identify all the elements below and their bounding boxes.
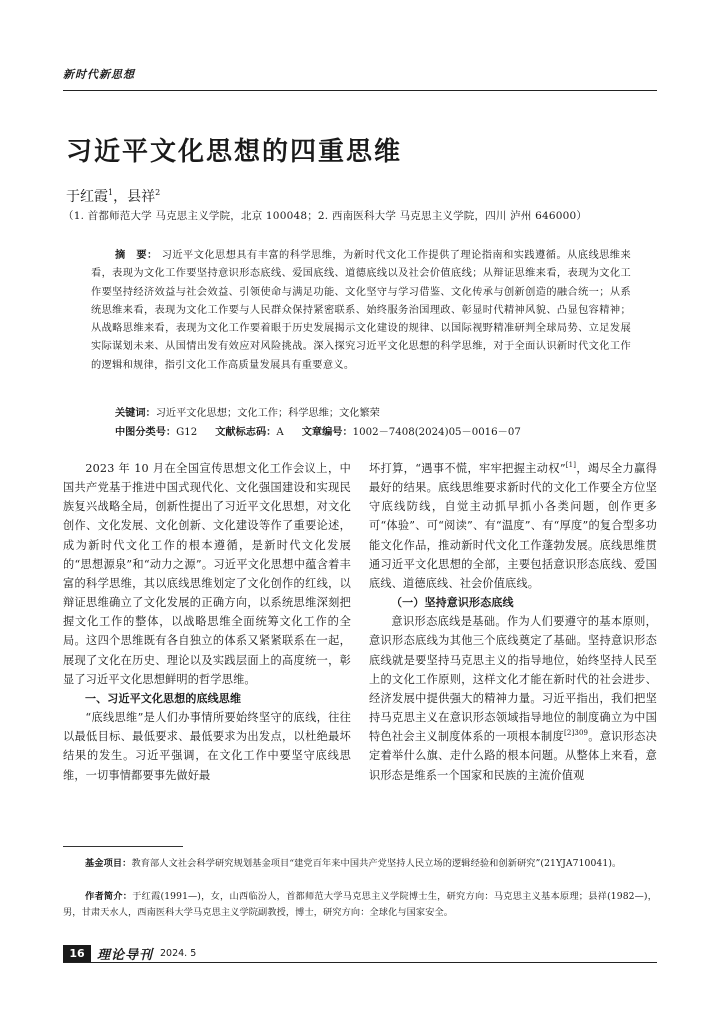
funding-text: 教育部人文社会科学研究规划基金项目“建党百年来中国共产党坚持人民立场的逻辑经验和创新研究”(21YJA710041)。 bbox=[131, 858, 622, 869]
citation-mark: [1] bbox=[565, 461, 577, 469]
article-number-value: 1002－7408(2024)05－0016－07 bbox=[352, 427, 521, 438]
page-number: 16 bbox=[63, 945, 91, 962]
footnote-rule bbox=[63, 846, 183, 847]
paragraph-text: ，竭尽全力赢得最好的结果。底线思维要求新时代的文化工作要全方位坚守底线防线，自觉主动抓早抓小各类问题，创作更多可“体验”、可“阅读”、有“温度”、有“厚度”的复合型多功能文化作品，推动新时代文化工作蓬勃发展。底线思维贯通习近平文化思想的全部，主要包括意识形态底线、爱国底线、道德底线、社会价值底线。 bbox=[369, 462, 657, 590]
clc-label: 中图分类号： bbox=[115, 427, 177, 438]
article-number-label: 文章编号： bbox=[301, 427, 353, 438]
journal-name: 理论导刊 bbox=[97, 948, 154, 963]
clc-value: G12 bbox=[176, 427, 198, 438]
funding-note bbox=[63, 856, 657, 872]
abstract-text: 习近平文化思想具有丰富的科学思维，为新时代文化工作提供了理论指南和实践遵循。从底线思维来看，表现为文化工作要坚持意识形态底线、爱国底线、道德底线以及社会价值底线；从辩证思维来看，表现为文化工作要坚持经济效益与社会效益、引领使命与满足功能、文化坚守与学习借鉴、文化传承与创新创造的融合统一；从系统思维来看，表现为文化工作要与人民群众保持紧密联系、始终服务治国理政、彰显时代精神风貌、凸显包容精神；从战略思维来看，表现为文化工作要着眼于历史发展揭示文化建设的规律、以国际视野精准研判全球局势、立足发展实际谋划未来、从国情出发有效应对风险挑战。深入探究习近平文化思想的科学思维，对于全面认识新时代文化工作的逻辑和规律，指引文化工作高质量发展具有重要意义。 bbox=[91, 250, 631, 371]
author-separator: ， bbox=[113, 189, 128, 205]
article-title: 习近平文化思想的四重思维 bbox=[66, 137, 403, 167]
paragraph bbox=[369, 612, 657, 784]
author-affil-mark: 1 bbox=[108, 188, 114, 197]
issue-number: 2024. 5 bbox=[160, 948, 197, 959]
paragraph-text: 坏打算，“遇事不慌，牢牢把握主动权” bbox=[369, 462, 566, 475]
author-bio-label: 作者简介： bbox=[85, 891, 133, 902]
author-bio-text: 于红霞(1991—)，女，山西临汾人，首都师范大学马克思主义学院博士生，研究方向：马克思主义基本原理；县祥(1982—)，男，甘肃天水人，西南医科大学马克思主义学院副教授，博士，研究方向：全球化与国家安全。 bbox=[63, 891, 658, 918]
citation-mark: [2]309 bbox=[563, 729, 589, 738]
paragraph-text: 。意识形态决定着举什么旗、走什么路的根本问题。从整体上来看，意识形态是维系一个国家和民族的主流价值观 bbox=[369, 730, 657, 782]
keywords bbox=[115, 404, 380, 419]
section-tag: 新时代新思想 bbox=[63, 68, 135, 81]
keywords-label: 关键词： bbox=[115, 408, 156, 419]
author-name: 于红霞 bbox=[66, 189, 108, 205]
body-column-left bbox=[63, 459, 351, 785]
body-column-right bbox=[369, 459, 657, 785]
subsection-heading: （一）坚持意识形态底线 bbox=[391, 596, 514, 610]
doc-code-value: A bbox=[276, 427, 284, 438]
section-heading: 一、习近平文化思想的底线思维 bbox=[85, 691, 242, 705]
paragraph: “底线思维”是人们办事情所要始终坚守的底线，往往以最低目标、最低要求、最低要求为出发点，以杜绝最坏结果的发生。习近平强调，在文化工作中要坚守底线思维，一切事情都要事先做好最 bbox=[63, 711, 351, 782]
author-line bbox=[66, 186, 160, 206]
doc-code-label: 文献标志码： bbox=[215, 427, 277, 438]
header-rule bbox=[63, 90, 657, 91]
author-affil-mark: 2 bbox=[155, 188, 161, 197]
author-name: 县祥 bbox=[127, 189, 156, 205]
abstract-label: 摘 要： bbox=[115, 250, 158, 261]
paragraph-text: 意识形态底线是基础。作为人们要遵守的基本原则，意识形态底线为其他三个底线奠定了基础。坚持意识形态底线就是要坚持马克思主义的指导地位，始终坚持人民至上的文化工作原则，这样文化才能在新时代的社会进步、经济发展中提供强大的精神力量。习近平指出，我们把坚持马克思主义在意识形态领域指导地位的制度确立为中国特色社会主义制度体系的一项根本制度 bbox=[369, 615, 657, 744]
author-bio-note bbox=[63, 889, 657, 921]
affiliation: （1. 首都师范大学 马克思主义学院，北京 100048；2. 西南医科大学 马克思主义学院，四川 泸州 646000） bbox=[63, 210, 588, 222]
paragraph bbox=[369, 459, 657, 593]
footer-rule bbox=[63, 962, 657, 963]
funding-label: 基金项目： bbox=[85, 858, 132, 869]
keywords-text: 习近平文化思想；文化工作；科学思维；文化繁荣 bbox=[155, 408, 380, 419]
paragraph: 2023 年 10 月在全国宣传思想文化工作会议上，中国共产党基于推进中国式现代化、文化强国建设和实现民族复兴战略全局，创新性提出了习近平文化思想，对文化创作、文化发展、文化创新、文化建设等作了重要论述，成为新时代文化工作的根本遵循，是新时代文化发展的“思想源泉”和“动力之源”。习近平文化思想中蕴含着丰富的科学思维，其以底线思维划定了文化创作的红线，以辩证思维确立了文化发展的正确方向，以系统思维深刻把握文化工作的整体，以战略思维全面统筹文化工作的全局。这四个思维既有各自独立的体系又紧紧联系在一起，展现了文化在历史、理论以及实践层面上的高度统一，彰显了习近平文化思想鲜明的哲学思维。 bbox=[63, 462, 351, 686]
abstract bbox=[91, 247, 631, 375]
classification-line bbox=[115, 423, 521, 438]
